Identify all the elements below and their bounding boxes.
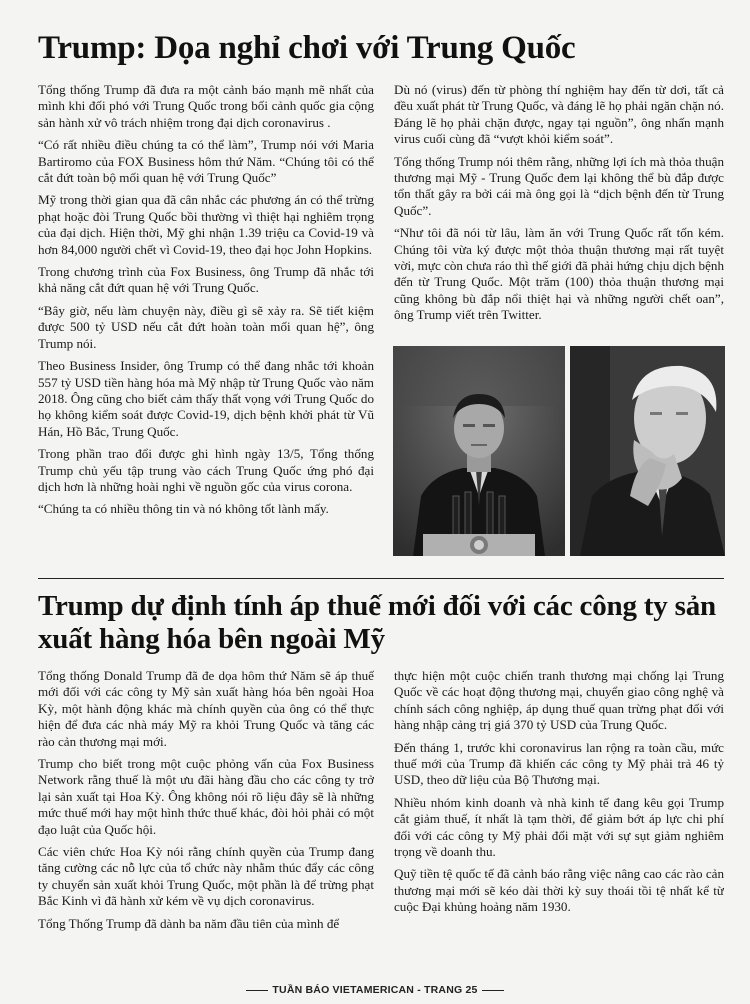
- paragraph: “Có rất nhiều điều chúng ta có thể làm”, Trump nói với Maria Bartiromo của FOX Business hôm thứ Năm. “Chúng tôi có thể cắt đứt toàn bộ mối quan hệ với Trung Quốc”: [38, 137, 374, 186]
- paragraph: Dù nó (virus) đến từ phòng thí nghiệm hay đến từ dơi, tất cả đều xuất phát từ Trung Quốc, và đáng lẽ họ phải ngăn chặn nó. Đáng lẽ họ phải chặn được, ngay tại nguồn”, ông nhấn mạnh virus cuối cùng đã “vượt khỏi kiểm soát”.: [394, 82, 724, 147]
- section-divider: [38, 578, 724, 579]
- paragraph: Tổng thống Trump nói thêm rằng, những lợi ích mà thỏa thuận thương mại Mỹ - Trung Quốc đem lại không thể bù đắp được tổn thất gây ra bởi cái mà ông gọi là “dịch bệnh đến từ Trung Quốc”.: [394, 153, 724, 218]
- photo-trump-thinking: [570, 346, 725, 556]
- article2-column-right: [394, 668, 724, 968]
- paragraph: “Như tôi đã nói từ lâu, làm ăn với Trung Quốc rất tốn kém. Chúng tôi vừa ký được một thỏa thuận thương mại rất tuyệt vời, mực còn chưa ráo thì thế giới đã phải hứng chịu dịch bệnh đến từ Trung Quốc. Một trăm (100) thỏa thuận thương mại cũng không bù đắp nổi thiệt hại và những người chết oan”, ông Trump viết trên Twitter.: [394, 225, 724, 323]
- paragraph: “Bây giờ, nếu làm chuyện này, điều gì sẽ xảy ra. Sẽ tiết kiệm được 500 tỷ USD nếu cắt đứt hoàn toàn mối quan hệ”, ông Trump nói.: [38, 302, 374, 351]
- paragraph: Tổng Thống Trump đã dành ba năm đầu tiên của mình để: [38, 915, 340, 931]
- paragraph: Các viên chức Hoa Kỳ nói rằng chính quyền của Trump đang tăng cường các nỗ lực của tổ chức này nhằm thúc đẩy các công ty chuyển sản xuất khỏi Trung Quốc, một phần là để trừng phạt Bắc Kinh vì đã hành xử kém về vụ dịch coronavirus.: [38, 844, 374, 909]
- footer-rule-left: [246, 990, 268, 991]
- paragraph: thực hiện một cuộc chiến tranh thương mại chống lại Trung Quốc về các hoạt động thương mại, chuyển giao công nghệ và chính sách công nghiệp, áp dụng thuế quan trừng phạt đối với hàng nhập cảng trị giá 370 tỷ USD của Trung Quốc.: [394, 668, 724, 733]
- article1-headline: Trump: Dọa nghỉ chơi với Trung Quốc: [38, 30, 576, 66]
- paragraph: “Chúng ta có nhiều thông tin và nó không tốt lành mấy.: [38, 501, 329, 517]
- article1-column-right: [394, 82, 724, 338]
- paragraph: Đến tháng 1, trước khi coronavirus lan rộng ra toàn cầu, mức thuế mới của Trump đã khiến các công ty Mỹ phải trả 46 tỷ USD, theo dữ liệu của Bộ Thương mại.: [394, 739, 724, 788]
- photo-leader-at-podium: [393, 346, 565, 556]
- paragraph: Trong phần trao đổi được ghi hình ngày 13/5, Tổng thống Trump chủ yếu tập trung vào cách Trung Quốc ứng phó đại dịch hơn là những hoài nghi về nguồn gốc của virus corona.: [38, 446, 374, 494]
- article1-column-left: [38, 82, 374, 562]
- article2-headline: Trump dự định tính áp thuế mới đối với các công ty sản xuất hàng hóa bên ngoài Mỹ: [38, 590, 716, 655]
- photo-leader-at-podium-image: [393, 346, 565, 556]
- paragraph: Quỹ tiền tệ quốc tế đã cảnh báo rằng việc nâng cao các rào cản thương mại mới sẽ kéo dài thời kỳ suy thoái tồi tệ nhất kể từ cuộc Đại khủng hoảng năm 1930.: [394, 866, 724, 915]
- article2-column-left: [38, 668, 374, 968]
- footer-text: TUẦN BÁO VIETAMERICAN - TRANG 25: [272, 984, 478, 996]
- page-footer: [0, 984, 750, 996]
- paragraph: Tổng thống Trump đã đưa ra một cảnh báo mạnh mẽ nhất của mình khi đối phó với Trung Quốc trong bối cảnh quốc gia cộng sản hành xử vô trách nhiệm trong đại dịch coronavirus .: [38, 82, 374, 130]
- paragraph: Theo Business Insider, ông Trump có thể đang nhắc tới khoản 557 tỷ USD tiền hàng hóa mà Mỹ nhập từ Trung Quốc vào năm 2018. Ông cũng cho biết cảm thấy thất vọng với Trung Quốc do họ không kiểm soát được Covid-19, dịch bệnh khởi phát từ Vũ Hán, Hồ Bắc, Trung Quốc.: [38, 358, 374, 439]
- paragraph: Trong chương trình của Fox Business, ông Trump đã nhắc tới khả năng cắt đứt quan hệ với Trung Quốc.: [38, 264, 374, 296]
- paragraph: Mỹ trong thời gian qua đã cân nhắc các phương án có thể trừng phạt hoặc đòi Trung Quốc bồi thường vì thiệt hại nghiêm trọng của đại dịch. Hiện thời, Mỹ ghi nhận 1.39 triệu ca Covid-19 và hơn 84,000 người chết vì Covid-19, theo đại học John Hopkins.: [38, 192, 374, 257]
- footer-rule-right: [482, 990, 504, 991]
- photo-trump-thinking-image: [570, 346, 725, 556]
- paragraph: Nhiều nhóm kinh doanh và nhà kinh tế đang kêu gọi Trump cắt giảm thuế, ít nhất là tạm thời, để giảm bớt áp lực chi phí đối với các công ty Mỹ phải đối mặt với sự sụt giảm nghiêm trọng về doanh thu.: [394, 794, 724, 860]
- paragraph: Trump cho biết trong một cuộc phỏng vấn của Fox Business Network rằng thuế là một ưu đãi hàng đầu cho các công ty trở lại sản xuất tại Hoa Kỳ. Ông không nói rõ liệu đây sẽ là những mức thuế mới hay một hình thức thuế khác, đòi hỏi phải có một đạo luật của Quốc hội.: [38, 756, 374, 837]
- paragraph: Tổng thống Donald Trump đã đe dọa hôm thứ Năm sẽ áp thuế mới đối với các công ty Mỹ sản xuất hàng hóa bên ngoài Hoa Kỳ, một hành động khác mà chính quyền của ông có thể thực hiện để đưa các nhà máy Mỹ ra khỏi Trung Quốc và tăng các rào cản thương mại mới.: [38, 668, 374, 749]
